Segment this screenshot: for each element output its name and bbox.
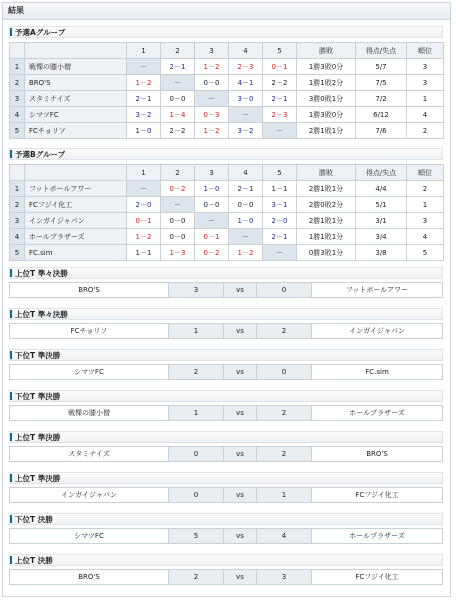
match-result-cell: 0－0: [229, 197, 263, 213]
team-name: スタミナイズ: [25, 91, 127, 107]
group-a-heading: 予選Aグループ: [9, 26, 443, 38]
team-number: 3: [10, 91, 25, 107]
home-score: 0: [168, 488, 223, 502]
goals-cell: 5/1: [356, 197, 407, 213]
home-score: 2: [168, 365, 223, 379]
vs-label: vs: [223, 406, 256, 420]
match-result-cell: －: [263, 123, 297, 139]
team-name: BRO'S: [25, 75, 127, 91]
col-header: 5: [263, 43, 297, 59]
record-cell: 1勝1敗2分: [297, 75, 356, 91]
away-team: ホールプラザーズ: [349, 532, 405, 540]
table-header-row: [10, 43, 444, 59]
match-result-cell: －: [195, 91, 229, 107]
rank-cell: 4: [407, 229, 444, 245]
table-row: [10, 245, 444, 261]
group-b-table: [9, 164, 444, 261]
home-score: 1: [168, 324, 223, 338]
match-result-cell: 1－1: [127, 245, 161, 261]
away-team: ホールプラザーズ: [349, 409, 405, 417]
col-header: 4: [229, 43, 263, 59]
record-cell: 3勝0敗1分: [297, 91, 356, 107]
rank-cell: 5: [407, 245, 444, 261]
home-team: スタミナイズ: [68, 450, 110, 458]
match-result-cell: 2－0: [263, 213, 297, 229]
match-label: 上位T 準々決勝: [9, 267, 443, 279]
col-header: 2: [161, 165, 195, 181]
match-result-cell: －: [263, 245, 297, 261]
match-result-cell: －: [195, 213, 229, 229]
table-header-row: [10, 165, 444, 181]
team-name: FCフジイ化工: [25, 197, 127, 213]
match-result-cell: 2－3: [263, 107, 297, 123]
team-name: FCチョリソ: [25, 123, 127, 139]
vs-label: vs: [223, 529, 256, 543]
col-header: 5: [263, 165, 297, 181]
home-team: BRO'S: [78, 286, 100, 294]
table-row: [10, 59, 444, 75]
goals-cell: 3/4: [356, 229, 407, 245]
team-name: インガイジャパン: [25, 213, 127, 229]
team-name: ホールプラザーズ: [25, 229, 127, 245]
rank-cell: 2: [407, 123, 444, 139]
match-row: [9, 364, 443, 380]
away-score: 2: [256, 406, 312, 420]
away-score: 0: [256, 365, 312, 379]
rank-cell: 3: [407, 75, 444, 91]
group-b-heading: 予選Bグループ: [9, 148, 443, 160]
goals-cell: 7/6: [356, 123, 407, 139]
match-label: 上位T 準決勝: [9, 431, 443, 443]
col-header: [25, 165, 127, 181]
home-score: 2: [168, 570, 223, 584]
match-result-cell: 1－2: [229, 245, 263, 261]
home-team: FCチョリソ: [70, 327, 108, 335]
match-result-cell: 2－1: [263, 229, 297, 245]
col-header: [10, 43, 25, 59]
vs-label: vs: [223, 447, 256, 461]
match-result-cell: －: [127, 59, 161, 75]
match-result-cell: 2－3: [229, 59, 263, 75]
match-result-cell: －: [161, 197, 195, 213]
table-row: [10, 123, 444, 139]
vs-label: vs: [223, 570, 256, 584]
away-score: 4: [256, 529, 312, 543]
team-number: 5: [10, 245, 25, 261]
col-header: 4: [229, 165, 263, 181]
vs-label: vs: [223, 488, 256, 502]
match-result-cell: 0－0: [195, 197, 229, 213]
match-row: [9, 569, 443, 585]
match-result-cell: 2－2: [263, 75, 297, 91]
record-cell: 2勝1敗1分: [297, 123, 356, 139]
match-label: 上位T 準々決勝: [9, 308, 443, 320]
record-cell: 1勝3敗0分: [297, 107, 356, 123]
vs-label: vs: [223, 283, 256, 297]
vs-label: vs: [223, 365, 256, 379]
col-header: 順位: [407, 43, 444, 59]
match-result-cell: －: [229, 229, 263, 245]
match-result-cell: 1－2: [195, 59, 229, 75]
goals-cell: 3/8: [356, 245, 407, 261]
results-panel: [2, 2, 451, 597]
match-label: 上位T 準決勝: [9, 472, 443, 484]
home-team: BRO'S: [78, 573, 100, 581]
record-cell: 2勝0敗2分: [297, 197, 356, 213]
group-a-table: [9, 42, 444, 139]
match-result-cell: 0－3: [195, 107, 229, 123]
away-team: FCフジイ化工: [355, 573, 399, 581]
away-team: FCフジイ化工: [355, 491, 399, 499]
record-cell: 1勝1敗1分: [297, 229, 356, 245]
match-result-cell: 0－0: [161, 91, 195, 107]
rank-cell: 1: [407, 197, 444, 213]
team-name: FC.sim: [25, 245, 127, 261]
match-label: 上位T 決勝: [9, 554, 443, 566]
goals-cell: 7/5: [356, 75, 407, 91]
match-result-cell: 0－2: [195, 245, 229, 261]
col-header: 順位: [407, 165, 444, 181]
match-row: [9, 323, 443, 339]
match-result-cell: 2－1: [263, 91, 297, 107]
goals-cell: 6/12: [356, 107, 407, 123]
match-result-cell: 1－2: [127, 75, 161, 91]
col-header: 得点/失点: [356, 165, 407, 181]
table-row: [10, 213, 444, 229]
match-result-cell: 1－0: [195, 181, 229, 197]
table-row: [10, 197, 444, 213]
team-number: 1: [10, 59, 25, 75]
match-result-cell: 0－0: [161, 213, 195, 229]
col-header: 3: [195, 165, 229, 181]
away-score: 0: [256, 283, 312, 297]
match-result-cell: 1－2: [127, 229, 161, 245]
table-row: [10, 75, 444, 91]
col-header: 3: [195, 43, 229, 59]
team-name: フットボールアワー: [25, 181, 127, 197]
match-result-cell: 1－3: [161, 245, 195, 261]
match-row: [9, 282, 443, 298]
match-result-cell: 4－1: [229, 75, 263, 91]
match-result-cell: －: [127, 181, 161, 197]
table-row: [10, 229, 444, 245]
away-team: BRO'S: [366, 450, 388, 458]
match-result-cell: 2－0: [127, 197, 161, 213]
match-result-cell: 1－0: [229, 213, 263, 229]
table-row: [10, 181, 444, 197]
goals-cell: 5/7: [356, 59, 407, 75]
away-score: 2: [256, 324, 312, 338]
vs-label: vs: [223, 324, 256, 338]
home-team: シマツFC: [74, 532, 104, 540]
team-number: 4: [10, 107, 25, 123]
home-team: シマツFC: [74, 368, 104, 376]
match-result-cell: 2－2: [161, 123, 195, 139]
match-result-cell: 0－1: [195, 229, 229, 245]
match-result-cell: 0－1: [263, 59, 297, 75]
rank-cell: 4: [407, 107, 444, 123]
away-score: 3: [256, 570, 312, 584]
record-cell: 2勝1敗1分: [297, 181, 356, 197]
match-result-cell: 0－1: [127, 213, 161, 229]
match-result-cell: 2－1: [127, 91, 161, 107]
away-team: フットボールアワー: [345, 286, 409, 294]
team-number: 3: [10, 213, 25, 229]
home-score: 0: [168, 447, 223, 461]
record-cell: 2勝1敗1分: [297, 213, 356, 229]
team-name: シマツFC: [25, 107, 127, 123]
match-label: 下位T 準決勝: [9, 390, 443, 402]
match-result-cell: 3－1: [263, 197, 297, 213]
match-result-cell: 1－1: [263, 181, 297, 197]
col-header: 2: [161, 43, 195, 59]
col-header: 勝敗: [297, 165, 356, 181]
home-team: 戦慄の膝小僧: [68, 409, 110, 417]
match-result-cell: 3－2: [127, 107, 161, 123]
match-result-cell: 1－0: [127, 123, 161, 139]
team-number: 1: [10, 181, 25, 197]
match-result-cell: 3－2: [229, 123, 263, 139]
col-header: 勝敗: [297, 43, 356, 59]
match-result-cell: 0－0: [161, 229, 195, 245]
match-result-cell: 1－4: [161, 107, 195, 123]
match-result-cell: 0－2: [161, 181, 195, 197]
away-team: インガイジャパン: [349, 327, 405, 335]
home-team: インガイジャパン: [61, 491, 117, 499]
page-title: 結果: [3, 3, 450, 20]
rank-cell: 2: [407, 181, 444, 197]
match-row: [9, 446, 443, 462]
match-label: 下位T 準決勝: [9, 349, 443, 361]
col-header: 1: [127, 43, 161, 59]
rank-cell: 3: [407, 213, 444, 229]
team-name: 戦慄の膝小僧: [25, 59, 127, 75]
record-cell: 0勝3敗1分: [297, 245, 356, 261]
col-header: 得点/失点: [356, 43, 407, 59]
rank-cell: 3: [407, 59, 444, 75]
match-result-cell: 0－0: [195, 75, 229, 91]
away-team: FC.sim: [365, 368, 389, 376]
match-row: [9, 487, 443, 503]
match-result-cell: 3－0: [229, 91, 263, 107]
team-number: 5: [10, 123, 25, 139]
col-header: [10, 165, 25, 181]
match-result-cell: －: [229, 107, 263, 123]
team-number: 4: [10, 229, 25, 245]
away-score: 2: [256, 447, 312, 461]
table-row: [10, 107, 444, 123]
match-result-cell: 2－1: [161, 59, 195, 75]
match-result-cell: －: [161, 75, 195, 91]
rank-cell: 1: [407, 91, 444, 107]
goals-cell: 3/1: [356, 213, 407, 229]
record-cell: 1勝3敗0分: [297, 59, 356, 75]
home-score: 3: [168, 283, 223, 297]
match-row: [9, 528, 443, 544]
match-result-cell: 2－1: [229, 181, 263, 197]
table-row: [10, 91, 444, 107]
team-number: 2: [10, 197, 25, 213]
home-score: 1: [168, 406, 223, 420]
away-score: 1: [256, 488, 312, 502]
team-number: 2: [10, 75, 25, 91]
match-label: 下位T 決勝: [9, 513, 443, 525]
home-score: 5: [168, 529, 223, 543]
goals-cell: 4/4: [356, 181, 407, 197]
goals-cell: 7/2: [356, 91, 407, 107]
col-header: [25, 43, 127, 59]
col-header: 1: [127, 165, 161, 181]
match-row: [9, 405, 443, 421]
match-result-cell: 1－2: [195, 123, 229, 139]
